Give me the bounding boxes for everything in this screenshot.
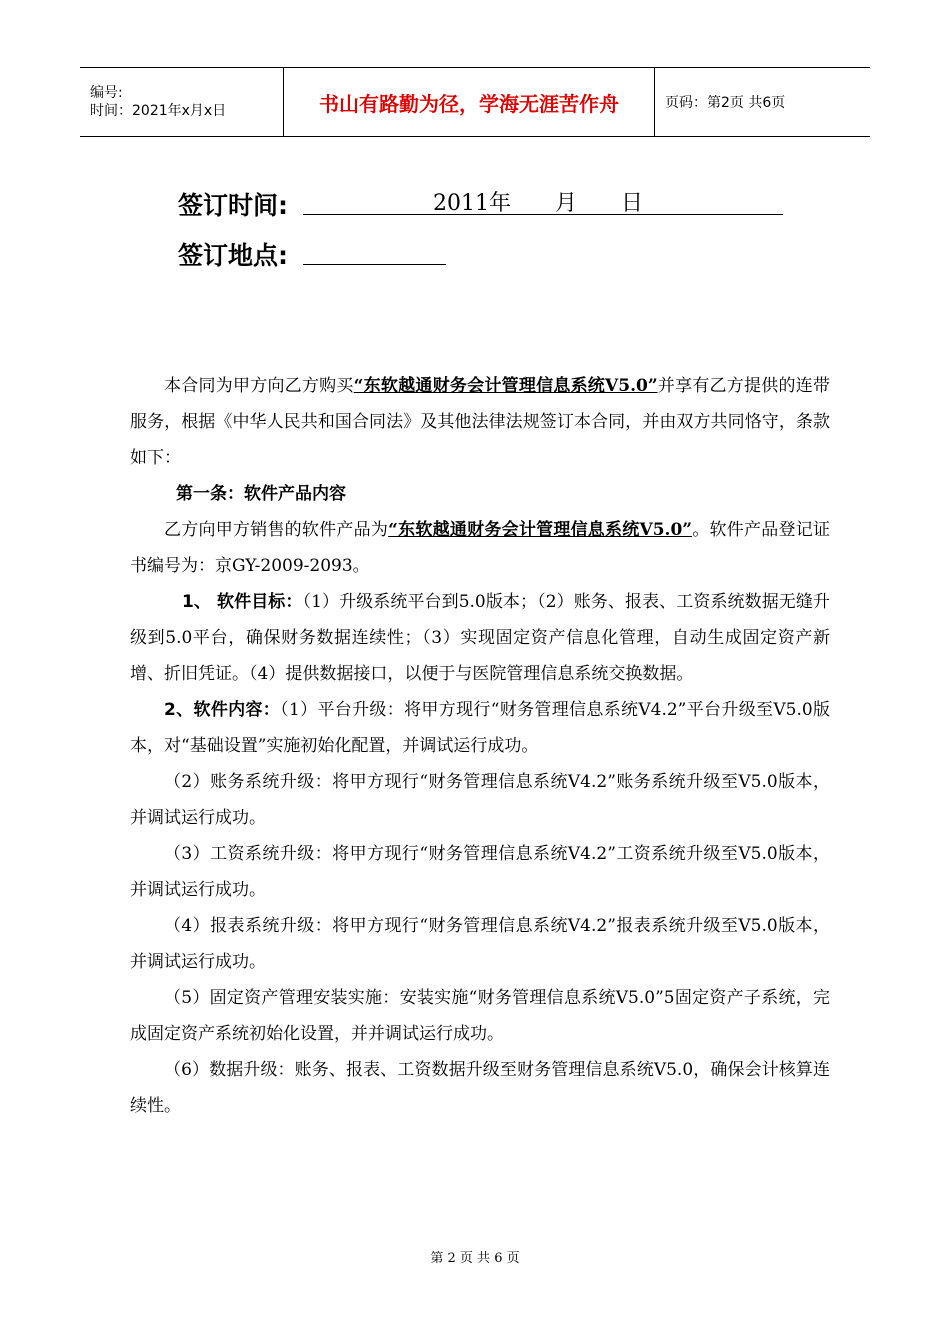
- contract-body: [130, 368, 830, 1124]
- sale-paragraph: [130, 512, 830, 584]
- signing-place-label: 签订地点:: [178, 241, 288, 270]
- signing-month: 月: [555, 191, 578, 216]
- signing-time-label: 签订时间:: [178, 191, 288, 220]
- sale-text-a: 乙方向甲方销售的软件产品为: [164, 520, 389, 540]
- header-motto-cell: [283, 68, 655, 136]
- signing-place-row: [178, 236, 288, 272]
- header-motto: 书山有路勤为径，学海无涯苦作舟: [319, 91, 619, 116]
- software-goal-label: 1、 软件目标：: [182, 592, 303, 612]
- page-header: [80, 67, 870, 137]
- sale-text-b: 。软件产品登记证书编号为：京GY-2009-2093。: [130, 520, 831, 576]
- content-item-1: （1）平台升级：将甲方现行“财务管理信息系统V4.2”平台升级至V5.0版本，对“基础设置”实施初始化配置，并调试运行成功。: [130, 700, 830, 756]
- intro-text-a: 本合同为甲方向乙方购买: [164, 376, 354, 396]
- signing-day: 日: [621, 191, 644, 216]
- document-time-label: 时间：2021年x月x日: [90, 103, 227, 119]
- article-1-heading: 第一条：软件产品内容: [176, 484, 346, 504]
- page-footer: 第 2 页 共 6 页: [430, 1251, 520, 1266]
- intro-text-b: 并享有乙方提供的连带服务，根据《中华人民共和国合同法》及其他法律法规签订本合同，并由双方共同恪守，条款如下：: [130, 376, 831, 468]
- signing-time-row: [178, 186, 644, 222]
- signing-year: 2011年: [433, 191, 511, 216]
- content-item-5: （5）固定资产管理安装实施：安装实施“财务管理信息系统V5.0”5固定资产子系统，完成固定资产系统初始化设置，并并调试运行成功。: [130, 988, 830, 1044]
- signing-place-field: [303, 236, 446, 265]
- document-number-label: 编号:: [90, 85, 123, 101]
- software-goal-paragraph: [130, 584, 830, 692]
- header-page-info: 页码：第2页 共6页: [665, 95, 786, 111]
- content-item-6: （6）数据升级：账务、报表、工资数据升级至财务管理信息系统V5.0，确保会计核算连续性。: [130, 1060, 830, 1116]
- intro-paragraph: [130, 368, 830, 476]
- sale-product-name: “东软越通财务会计管理信息系统V5.0”: [388, 520, 693, 540]
- content-item-2: （2）账务系统升级：将甲方现行“财务管理信息系统V4.2”账务系统升级至V5.0版本，并调试运行成功。: [130, 772, 830, 828]
- header-meta: [80, 68, 283, 136]
- software-content-paragraph: [130, 692, 830, 764]
- signing-time-field: [303, 186, 783, 215]
- content-item-4: （4）报表系统升级：将甲方现行“财务管理信息系统V4.2”报表系统升级至V5.0版本，并调试运行成功。: [130, 916, 830, 972]
- intro-product-name: “东软越通财务会计管理信息系统V5.0”: [353, 376, 658, 396]
- software-content-label: 2、软件内容：: [164, 700, 281, 720]
- content-item-3: （3）工资系统升级：将甲方现行“财务管理信息系统V4.2”工资系统升级至V5.0版本，并调试运行成功。: [130, 844, 830, 900]
- software-goal-text: （1）升级系统平台到5.0版本；（2）账务、报表、工资系统数据无缝升级到5.0平台，确保财务数据连续性；（3）实现固定资产信息化管理，自动生成固定资产新增、折旧凭证。（4）提供数据接口，以便于与医院管理信息系统交换数据。: [130, 592, 830, 684]
